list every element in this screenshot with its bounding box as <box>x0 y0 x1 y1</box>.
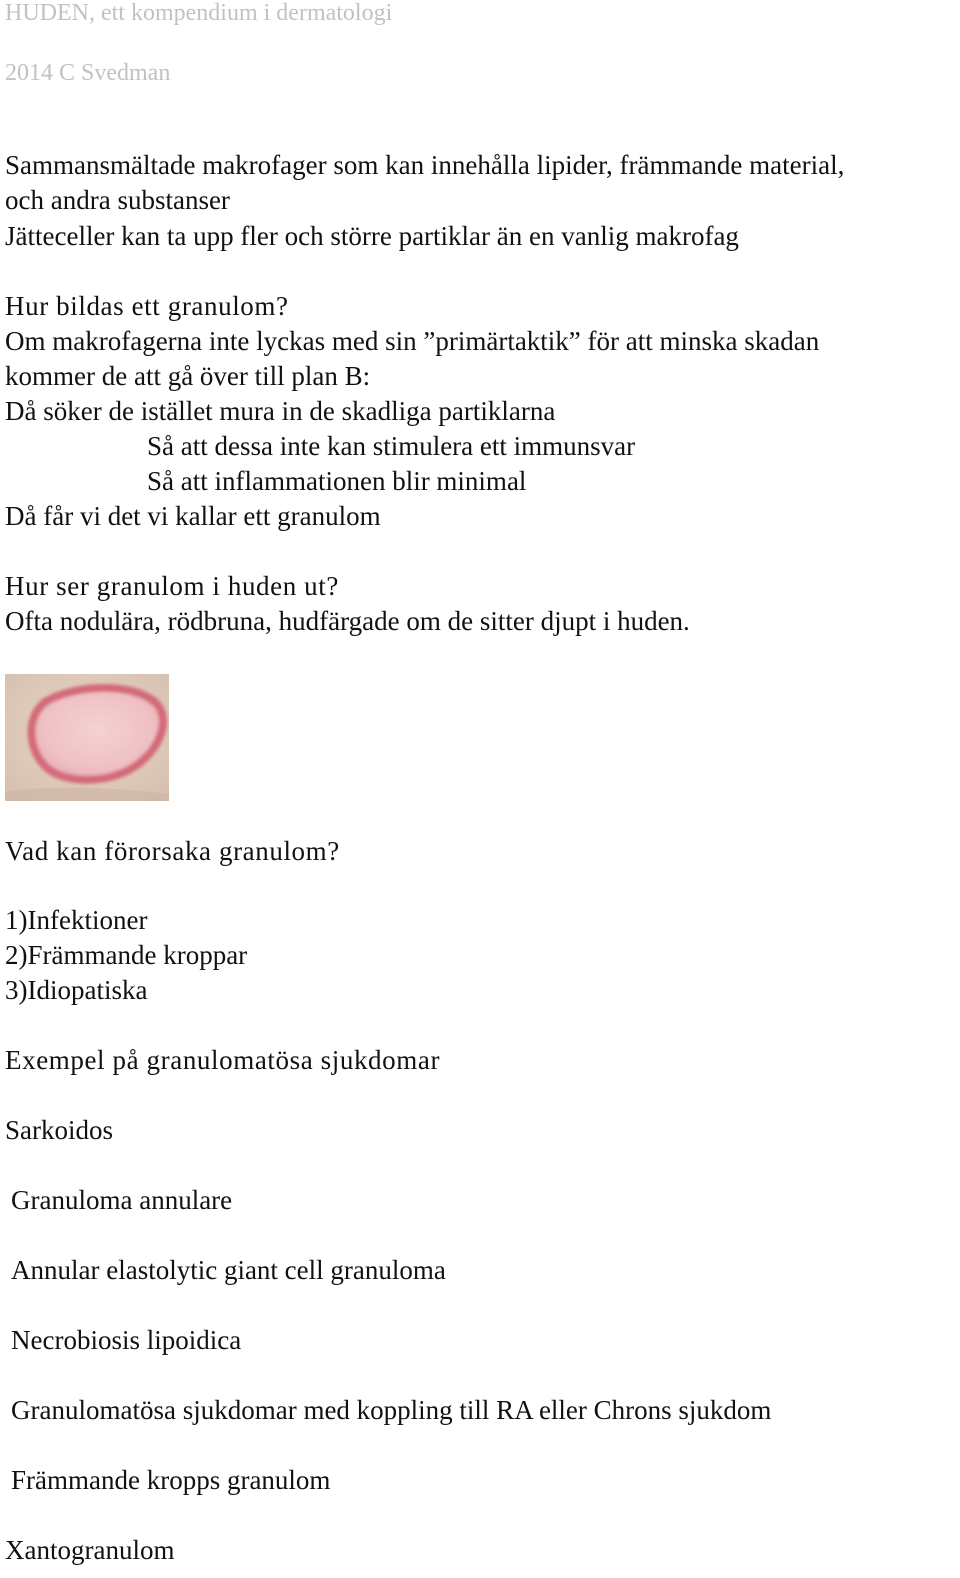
document-author: 2014 C Svedman <box>5 60 171 86</box>
formation-line-3: Då söker de istället mura in de skadliga partiklarna <box>5 396 556 426</box>
example-item-annular-elastolytic: Annular elastolytic giant cell granuloma <box>11 1255 446 1285</box>
granuloma-skin-photo <box>5 674 169 801</box>
intro-line-3: Jätteceller kan ta upp fler och större partiklar än en vanlig makrofag <box>5 221 739 251</box>
formation-heading: Hur bildas ett granulom? <box>5 291 289 321</box>
example-item-ra-chrons: Granulomatösa sjukdomar med koppling till RA eller Chrons sjukdom <box>11 1395 772 1425</box>
formation-subpoint-1: Så att dessa inte kan stimulera ett immunsvar <box>147 431 636 461</box>
formation-line-2: kommer de att gå över till plan B: <box>5 361 371 391</box>
appearance-text: Ofta nodulära, rödbruna, hudfärgade om de sitter djupt i huden. <box>5 606 690 636</box>
examples-heading: Exempel på granulomatösa sjukdomar <box>5 1045 441 1075</box>
example-item-necrobiosis: Necrobiosis lipoidica <box>11 1325 242 1355</box>
formation-subpoint-2: Så att inflammationen blir minimal <box>147 466 527 496</box>
example-item-foreign-body: Främmande kropps granulom <box>11 1465 331 1495</box>
intro-line-2: och andra substanser <box>5 185 230 215</box>
cause-item: 1)Infektioner <box>5 905 148 935</box>
example-item-granuloma-annulare: Granuloma annulare <box>11 1185 233 1215</box>
causes-heading: Vad kan förorsaka granulom? <box>5 836 340 866</box>
document-title: HUDEN, ett kompendium i dermatologi <box>5 0 393 26</box>
example-item-xantogranulom: Xantogranulom <box>5 1535 175 1565</box>
cause-item: 2)Främmande kroppar <box>5 940 248 970</box>
example-item-sarkoidos: Sarkoidos <box>5 1115 113 1145</box>
appearance-heading: Hur ser granulom i huden ut? <box>5 571 339 601</box>
formation-line-4: Då får vi det vi kallar ett granulom <box>5 501 381 531</box>
intro-line-1: Sammansmältade makrofager som kan innehålla lipider, främmande material, <box>5 150 845 180</box>
cause-item: 3)Idiopatiska <box>5 975 148 1005</box>
formation-line-1: Om makrofagerna inte lyckas med sin ”primärtaktik” för att minska skadan <box>5 326 820 356</box>
